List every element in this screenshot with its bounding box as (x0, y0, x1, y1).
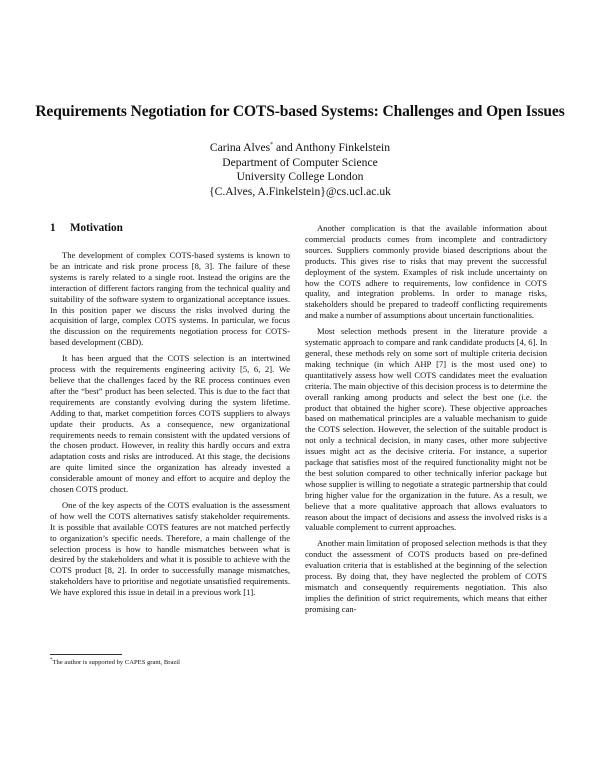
section-heading (50, 222, 123, 234)
paragraph: It has been argued that the COTS selection is an intertwined process with the requirements engineering activity [5, 6, 2]. We believe that the challenges faced by the RE process continues even after the “best” product has been selected. This is due to the fact that requirements are constantly evolving during the system lifetime. Adding to that, market competition forces COTS suppliers to always update their products. As a consequence, new organizational requirements needs to remain consistent with the updated versions of the chosen product. However, in reality this hardly occurs and extra adaptation costs and risks are introduced. At this stage, the decisions are quite limited since the organization has already invested a considerable amount of money and effort to acquire and deploy the chosen COTS product. (50, 353, 290, 495)
paragraph: Another main limitation of proposed selection methods is that they conduct the assessment of COTS products based on pre-defined evaluation criteria that is established at the beginning of the selection process. By doing that, they have neglected the problem of COTS mismatch and consequently requirements negotiation. This also implies the definition of strict requirements, which means that either promising can- (305, 538, 547, 614)
paragraph: Another complication is that the available information about commercial products comes from incomplete and contradictory sources. Suppliers commonly provide biased descriptions about the products. This gives rise to risks that may prevent the successful deployment of the system. Examples of risk include uncertainty on how the COTS adhere to requirements, low confidence in COTS quality, and integration problems. In order to manage risks, stakeholders should be prepared to tradeoff conflicting requirements and make a number of assumptions about uncertain functionalities. (305, 223, 547, 321)
paragraph: Most selection methods present in the literature provide a systematic approach to compare and rank candidate products [4, 6]. In general, these methods rely on some sort of multiple criteria decision making technique (in which AHP [7] is the most used one) to quantitatively assess how well COTS candidates meet the evaluation criteria. The main objective of this decision process is to determine the overall ranking among products and select the best one (i.e. the product that obtained the higher score). These objective approaches based on mathematical principles are a valuable mechanism to guide the COTS selection. However, the selection of the suitable product is not only a technical decision, in many cases, other more subjective issues might act as the decisive criteria. For instance, a superior package that satisfies most of the required functionality might not be the best solution compared to other technically inferior package but whose supplier is willing to negotiate a strategic partnership that could bring higher value for the organization in the future. As a result, we believe that a more qualitative approach that allows evaluators to reason about the impact of decisions and assess the involved risks is a valuable complement to current approaches. (305, 326, 547, 533)
author-names (0, 141, 600, 156)
right-column (305, 223, 547, 615)
author-block (0, 141, 600, 199)
footnote (50, 659, 290, 667)
section-number: 1 (50, 222, 56, 234)
author-department: Department of Computer Science (222, 155, 378, 169)
second-author: and Anthony Finkelstein (276, 141, 391, 154)
first-author: Carina Alves (209, 141, 271, 154)
footnote-text: The author is supported by CAPES grant, Brazil (52, 659, 180, 666)
paragraph: The development of complex COTS-based systems is known to be an intricate and risk prone process [8, 3]. The failure of these systems is rarely related to a single root. Instead the origins are the interaction of different factors ranging from the technical quality and suitability of the software system to organizational acceptance issues. In this position paper we discuss the risks involved during the acquisition of large, complex COTS systems. In particular, we focus the discussion on the requirements negotiation process for COTS-based development (CBD). (50, 250, 290, 348)
author-emails: {C.Alves, A.Finkelstein}@cs.ucl.ac.uk (209, 184, 391, 198)
paper-title: Requirements Negotiation for COTS-based Systems: Challenges and Open Issues (35, 103, 565, 120)
left-column (50, 250, 290, 598)
author-footnote-mark: * (270, 142, 274, 149)
author-institution: University College London (236, 170, 364, 184)
footnote-divider (50, 654, 122, 655)
footnote-mark: * (50, 657, 53, 663)
section-title: Motivation (70, 222, 123, 234)
paragraph: One of the key aspects of the COTS evaluation is the assessment of how well the COTS alternatives satisfy stakeholder requirements. It is possible that available COTS features are not matched perfectly to organization’s specific needs. Therefore, a main challenge of the selection process is how to handle mismatches between what is desired by the stakeholders and what it is possible to achieve with the COTS product [8, 2]. In order to successfully manage mismatches, stakeholders have to prioritise and negotiate unsatisfied requirements. We have explored this issue in detail in a previous work [1]. (50, 499, 290, 598)
